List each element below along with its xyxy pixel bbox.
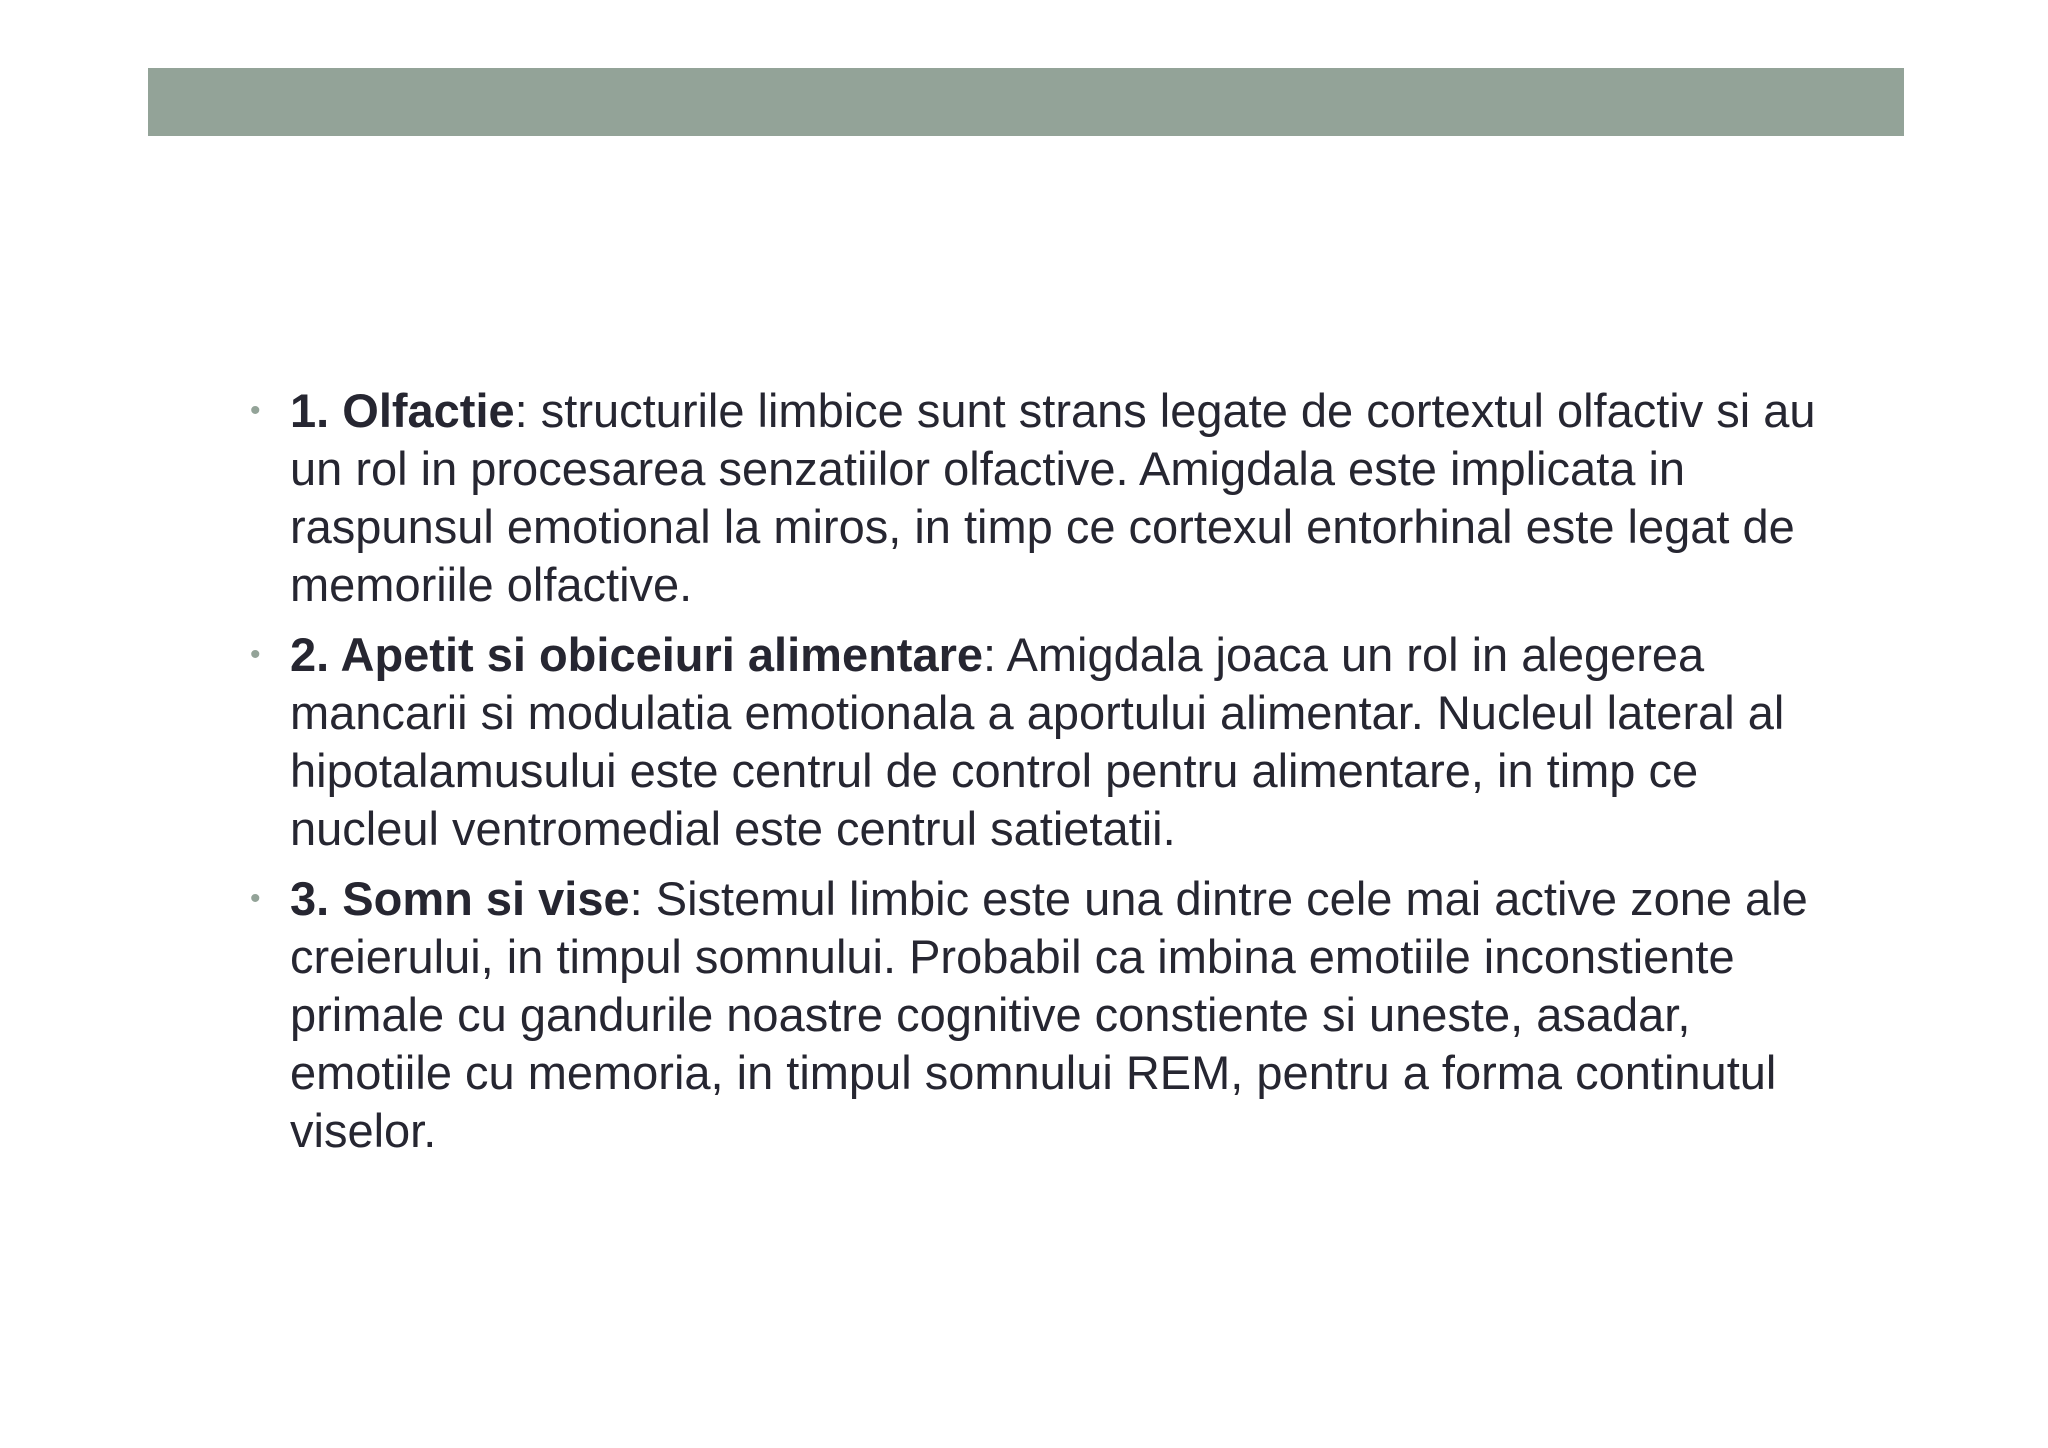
bullet-term: 3. Somn si vise	[290, 872, 630, 925]
bullet-icon: •	[250, 394, 261, 427]
bullet-text: : Sistemul limbic este una dintre cele mai active zone ale creierului, in timpul somnului. Probabil ca imbina emotiile inconstiente primale cu gandurile noastre cognitive constiente si uneste, asadar, emotiile cu memoria, in timpul somnului REM, pentru a forma continutul viselor.	[290, 872, 1808, 1157]
bullet-term: 2. Apetit si obiceiuri alimentare	[290, 628, 984, 681]
title-bar	[148, 68, 1904, 136]
bullet-item-olfactie	[248, 382, 1848, 614]
bullet-text: : Amigdala joaca un rol in alegerea mancarii si modulatia emotionala a aportului alimentar. Nucleul lateral al hipotalamusului este centrul de control pentru alimentare, in timp ce nucleul ventromedial este centrul satietatii.	[290, 628, 1785, 855]
bullet-text: : structurile limbice sunt strans legate de cortextul olfactiv si au un rol in procesarea senzatiilor olfactive. Amigdala este implicata in raspunsul emotional la miros, in timp ce cortexul entorhinal este legat de memoriile olfactive.	[290, 384, 1816, 611]
bullet-icon: •	[250, 638, 261, 671]
bullet-item-apetit	[248, 626, 1848, 858]
bullet-icon: •	[250, 882, 261, 915]
bullet-item-somn	[248, 870, 1848, 1160]
bullet-term: 1. Olfactie	[290, 384, 515, 437]
bullet-list	[248, 382, 1848, 1172]
